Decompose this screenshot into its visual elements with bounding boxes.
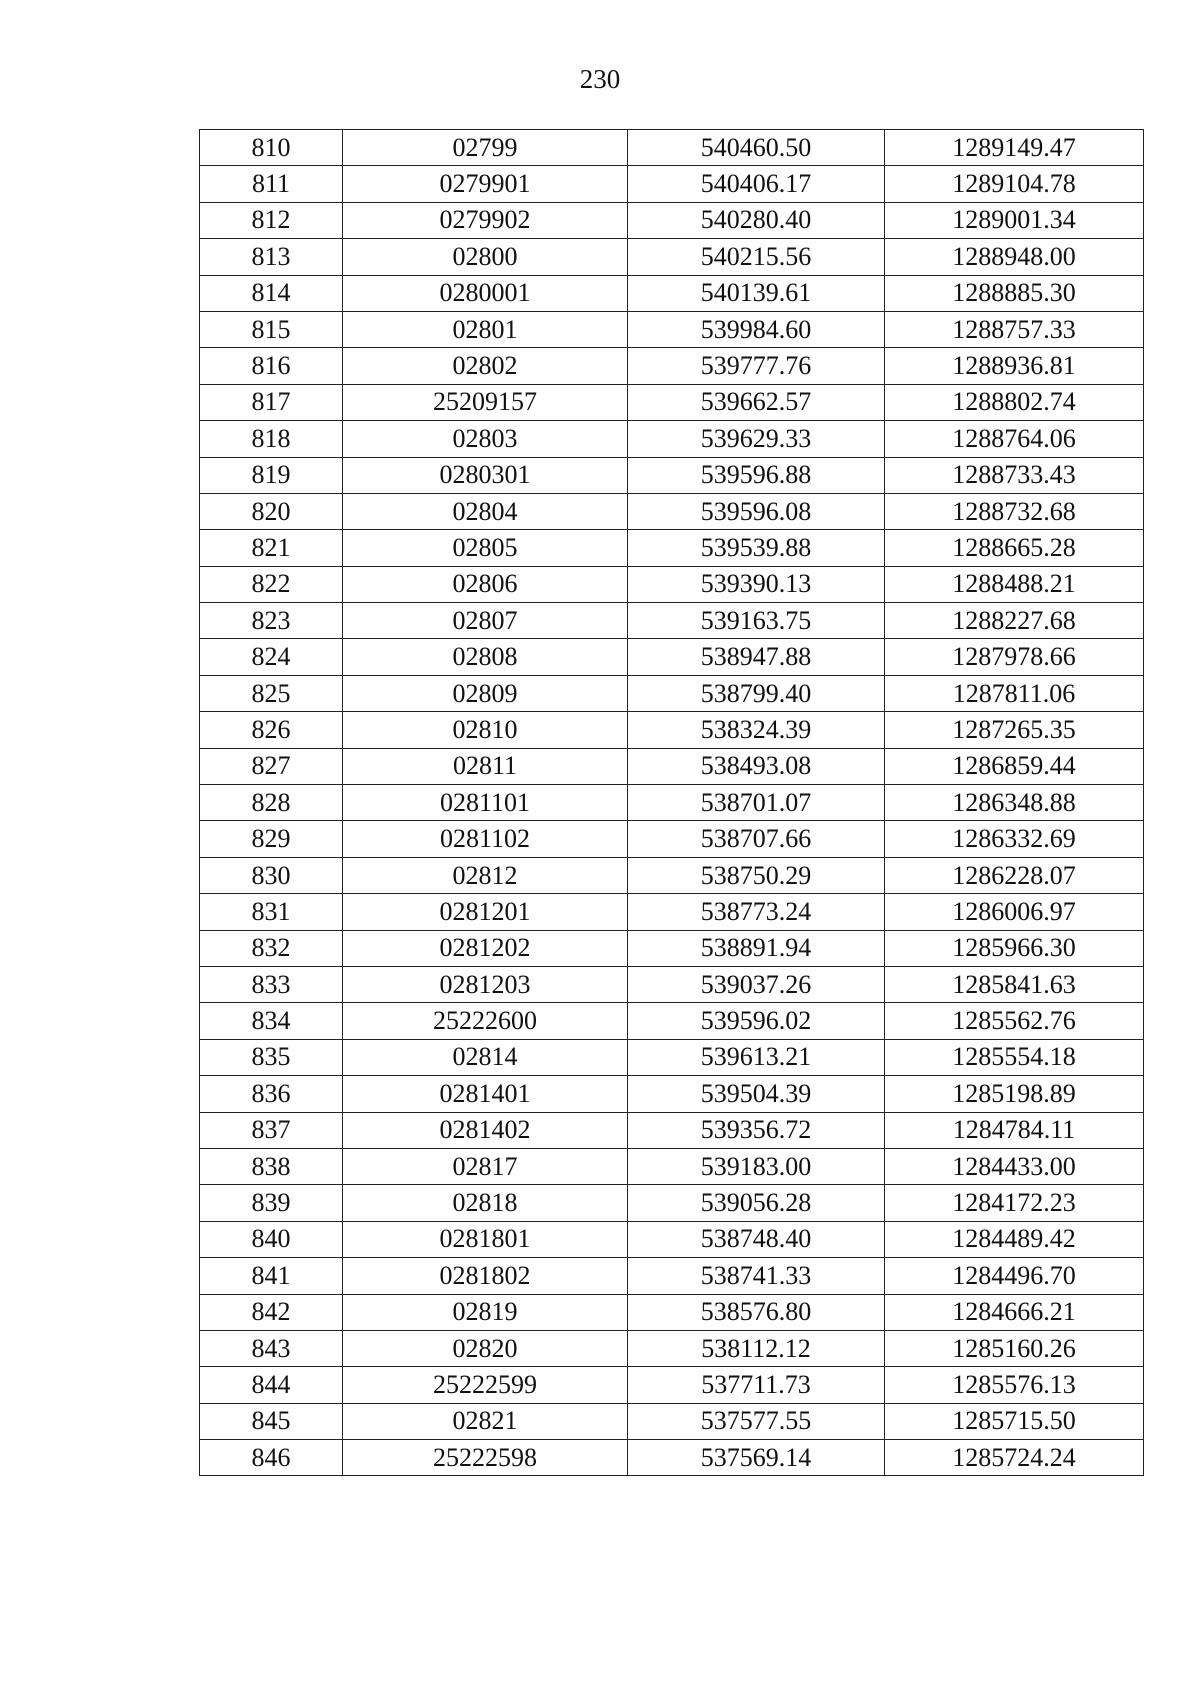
y-coordinate-cell: 1285841.63: [885, 966, 1144, 1002]
row-number-cell: 828: [200, 785, 343, 821]
point-id-cell: 0281402: [343, 1112, 628, 1148]
table-row: [200, 1076, 1144, 1112]
x-coordinate-cell: 539056.28: [628, 1185, 885, 1221]
point-id-cell: 0281801: [343, 1221, 628, 1257]
table-row: [200, 1003, 1144, 1039]
table-row: [200, 384, 1144, 420]
point-id-cell: 0280001: [343, 275, 628, 311]
x-coordinate-cell: 539356.72: [628, 1112, 885, 1148]
row-number-cell: 817: [200, 384, 343, 420]
x-coordinate-cell: 540280.40: [628, 202, 885, 238]
point-id-cell: 02800: [343, 239, 628, 275]
row-number-cell: 836: [200, 1076, 343, 1112]
x-coordinate-cell: 539662.57: [628, 384, 885, 420]
row-number-cell: 840: [200, 1221, 343, 1257]
x-coordinate-cell: 539504.39: [628, 1076, 885, 1112]
y-coordinate-cell: 1288948.00: [885, 239, 1144, 275]
table-row: [200, 239, 1144, 275]
table-row: [200, 639, 1144, 675]
x-coordinate-cell: 538947.88: [628, 639, 885, 675]
point-id-cell: 0281101: [343, 785, 628, 821]
y-coordinate-cell: 1288757.33: [885, 311, 1144, 347]
point-id-cell: 02808: [343, 639, 628, 675]
point-id-cell: 02811: [343, 748, 628, 784]
table-row: [200, 275, 1144, 311]
table-row: [200, 1330, 1144, 1366]
row-number-cell: 829: [200, 821, 343, 857]
point-id-cell: 0279901: [343, 166, 628, 202]
row-number-cell: 821: [200, 530, 343, 566]
row-number-cell: 815: [200, 311, 343, 347]
table-row: [200, 493, 1144, 529]
x-coordinate-cell: 538799.40: [628, 675, 885, 711]
row-number-cell: 816: [200, 348, 343, 384]
row-number-cell: 831: [200, 894, 343, 930]
table-row: [200, 966, 1144, 1002]
table-row: [200, 1403, 1144, 1439]
row-number-cell: 814: [200, 275, 343, 311]
row-number-cell: 835: [200, 1039, 343, 1075]
table-row: [200, 748, 1144, 784]
row-number-cell: 818: [200, 421, 343, 457]
x-coordinate-cell: 538741.33: [628, 1258, 885, 1294]
page-number: 230: [579, 64, 621, 94]
row-number-cell: 834: [200, 1003, 343, 1039]
x-coordinate-cell: 538493.08: [628, 748, 885, 784]
x-coordinate-cell: 540139.61: [628, 275, 885, 311]
x-coordinate-cell: 539596.88: [628, 457, 885, 493]
table-row: [200, 1440, 1144, 1476]
x-coordinate-cell: 537577.55: [628, 1403, 885, 1439]
row-number-cell: 832: [200, 930, 343, 966]
y-coordinate-cell: 1286348.88: [885, 785, 1144, 821]
point-id-cell: 02807: [343, 603, 628, 639]
y-coordinate-cell: 1288732.68: [885, 493, 1144, 529]
row-number-cell: 819: [200, 457, 343, 493]
row-number-cell: 810: [200, 130, 343, 166]
table-row: [200, 1185, 1144, 1221]
x-coordinate-cell: 539596.08: [628, 493, 885, 529]
table-row: [200, 130, 1144, 166]
y-coordinate-cell: 1288733.43: [885, 457, 1144, 493]
y-coordinate-cell: 1288227.68: [885, 603, 1144, 639]
y-coordinate-cell: 1284496.70: [885, 1258, 1144, 1294]
x-coordinate-cell: 538891.94: [628, 930, 885, 966]
point-id-cell: 02803: [343, 421, 628, 457]
y-coordinate-cell: 1284784.11: [885, 1112, 1144, 1148]
x-coordinate-cell: 538324.39: [628, 712, 885, 748]
point-id-cell: 02809: [343, 675, 628, 711]
row-number-cell: 812: [200, 202, 343, 238]
row-number-cell: 827: [200, 748, 343, 784]
y-coordinate-cell: 1288936.81: [885, 348, 1144, 384]
row-number-cell: 833: [200, 966, 343, 1002]
point-id-cell: 25222600: [343, 1003, 628, 1039]
x-coordinate-cell: 540406.17: [628, 166, 885, 202]
x-coordinate-cell: 539984.60: [628, 311, 885, 347]
point-id-cell: 02804: [343, 493, 628, 529]
y-coordinate-cell: 1285724.24: [885, 1440, 1144, 1476]
table-row: [200, 166, 1144, 202]
y-coordinate-cell: 1287811.06: [885, 675, 1144, 711]
table-row: [200, 675, 1144, 711]
y-coordinate-cell: 1288802.74: [885, 384, 1144, 420]
y-coordinate-cell: 1288665.28: [885, 530, 1144, 566]
point-id-cell: 02818: [343, 1185, 628, 1221]
table-row: [200, 1148, 1144, 1184]
y-coordinate-cell: 1285966.30: [885, 930, 1144, 966]
point-id-cell: 02817: [343, 1148, 628, 1184]
y-coordinate-cell: 1284666.21: [885, 1294, 1144, 1330]
point-id-cell: 0280301: [343, 457, 628, 493]
row-number-cell: 839: [200, 1185, 343, 1221]
y-coordinate-cell: 1285160.26: [885, 1330, 1144, 1366]
table-row: [200, 603, 1144, 639]
y-coordinate-cell: 1286228.07: [885, 857, 1144, 893]
point-id-cell: 02820: [343, 1330, 628, 1366]
x-coordinate-cell: 538576.80: [628, 1294, 885, 1330]
table-row: [200, 421, 1144, 457]
x-coordinate-cell: 538750.29: [628, 857, 885, 893]
table-row: [200, 712, 1144, 748]
point-id-cell: 0281203: [343, 966, 628, 1002]
row-number-cell: 846: [200, 1440, 343, 1476]
x-coordinate-cell: 539037.26: [628, 966, 885, 1002]
point-id-cell: 0281401: [343, 1076, 628, 1112]
y-coordinate-cell: 1286332.69: [885, 821, 1144, 857]
x-coordinate-cell: 539596.02: [628, 1003, 885, 1039]
table-row: [200, 857, 1144, 893]
x-coordinate-cell: 540215.56: [628, 239, 885, 275]
y-coordinate-cell: 1289001.34: [885, 202, 1144, 238]
point-id-cell: 25222598: [343, 1440, 628, 1476]
point-id-cell: 25222599: [343, 1367, 628, 1403]
x-coordinate-cell: 538701.07: [628, 785, 885, 821]
row-number-cell: 813: [200, 239, 343, 275]
x-coordinate-cell: 538112.12: [628, 1330, 885, 1366]
y-coordinate-cell: 1285715.50: [885, 1403, 1144, 1439]
table-row: [200, 311, 1144, 347]
table-row: [200, 1039, 1144, 1075]
y-coordinate-cell: 1285562.76: [885, 1003, 1144, 1039]
row-number-cell: 844: [200, 1367, 343, 1403]
point-id-cell: 02812: [343, 857, 628, 893]
table-row: [200, 1112, 1144, 1148]
row-number-cell: 822: [200, 566, 343, 602]
table-row: [200, 566, 1144, 602]
x-coordinate-cell: 540460.50: [628, 130, 885, 166]
x-coordinate-cell: 539629.33: [628, 421, 885, 457]
table-row: [200, 1294, 1144, 1330]
y-coordinate-cell: 1288488.21: [885, 566, 1144, 602]
row-number-cell: 824: [200, 639, 343, 675]
point-id-cell: 0281802: [343, 1258, 628, 1294]
y-coordinate-cell: 1289149.47: [885, 130, 1144, 166]
row-number-cell: 837: [200, 1112, 343, 1148]
y-coordinate-cell: 1285554.18: [885, 1039, 1144, 1075]
x-coordinate-cell: 539777.76: [628, 348, 885, 384]
y-coordinate-cell: 1284489.42: [885, 1221, 1144, 1257]
row-number-cell: 820: [200, 493, 343, 529]
point-id-cell: 02806: [343, 566, 628, 602]
y-coordinate-cell: 1284172.23: [885, 1185, 1144, 1221]
point-id-cell: 02819: [343, 1294, 628, 1330]
table-row: [200, 530, 1144, 566]
table-row: [200, 202, 1144, 238]
coordinates-table-body: [200, 130, 1144, 1476]
point-id-cell: 0281201: [343, 894, 628, 930]
point-id-cell: 02805: [343, 530, 628, 566]
row-number-cell: 845: [200, 1403, 343, 1439]
table-row: [200, 894, 1144, 930]
point-id-cell: 0281102: [343, 821, 628, 857]
point-id-cell: 02799: [343, 130, 628, 166]
x-coordinate-cell: 538748.40: [628, 1221, 885, 1257]
y-coordinate-cell: 1287265.35: [885, 712, 1144, 748]
y-coordinate-cell: 1289104.78: [885, 166, 1144, 202]
y-coordinate-cell: 1286006.97: [885, 894, 1144, 930]
row-number-cell: 823: [200, 603, 343, 639]
y-coordinate-cell: 1288885.30: [885, 275, 1144, 311]
row-number-cell: 841: [200, 1258, 343, 1294]
x-coordinate-cell: 539390.13: [628, 566, 885, 602]
y-coordinate-cell: 1285198.89: [885, 1076, 1144, 1112]
table-row: [200, 930, 1144, 966]
x-coordinate-cell: 537711.73: [628, 1367, 885, 1403]
table-row: [200, 785, 1144, 821]
y-coordinate-cell: 1286859.44: [885, 748, 1144, 784]
point-id-cell: 02821: [343, 1403, 628, 1439]
point-id-cell: 02802: [343, 348, 628, 384]
table-row: [200, 1258, 1144, 1294]
row-number-cell: 843: [200, 1330, 343, 1366]
coordinates-table: [199, 129, 1144, 1476]
point-id-cell: 02801: [343, 311, 628, 347]
y-coordinate-cell: 1288764.06: [885, 421, 1144, 457]
x-coordinate-cell: 539613.21: [628, 1039, 885, 1075]
row-number-cell: 842: [200, 1294, 343, 1330]
point-id-cell: 02810: [343, 712, 628, 748]
y-coordinate-cell: 1285576.13: [885, 1367, 1144, 1403]
row-number-cell: 811: [200, 166, 343, 202]
point-id-cell: 0279902: [343, 202, 628, 238]
x-coordinate-cell: 537569.14: [628, 1440, 885, 1476]
x-coordinate-cell: 538707.66: [628, 821, 885, 857]
row-number-cell: 825: [200, 675, 343, 711]
point-id-cell: 0281202: [343, 930, 628, 966]
point-id-cell: 02814: [343, 1039, 628, 1075]
table-row: [200, 348, 1144, 384]
table-row: [200, 1367, 1144, 1403]
row-number-cell: 826: [200, 712, 343, 748]
y-coordinate-cell: 1287978.66: [885, 639, 1144, 675]
table-row: [200, 457, 1144, 493]
table-row: [200, 821, 1144, 857]
table-row: [200, 1221, 1144, 1257]
row-number-cell: 830: [200, 857, 343, 893]
x-coordinate-cell: 539183.00: [628, 1148, 885, 1184]
row-number-cell: 838: [200, 1148, 343, 1184]
x-coordinate-cell: 539163.75: [628, 603, 885, 639]
point-id-cell: 25209157: [343, 384, 628, 420]
y-coordinate-cell: 1284433.00: [885, 1148, 1144, 1184]
x-coordinate-cell: 539539.88: [628, 530, 885, 566]
x-coordinate-cell: 538773.24: [628, 894, 885, 930]
